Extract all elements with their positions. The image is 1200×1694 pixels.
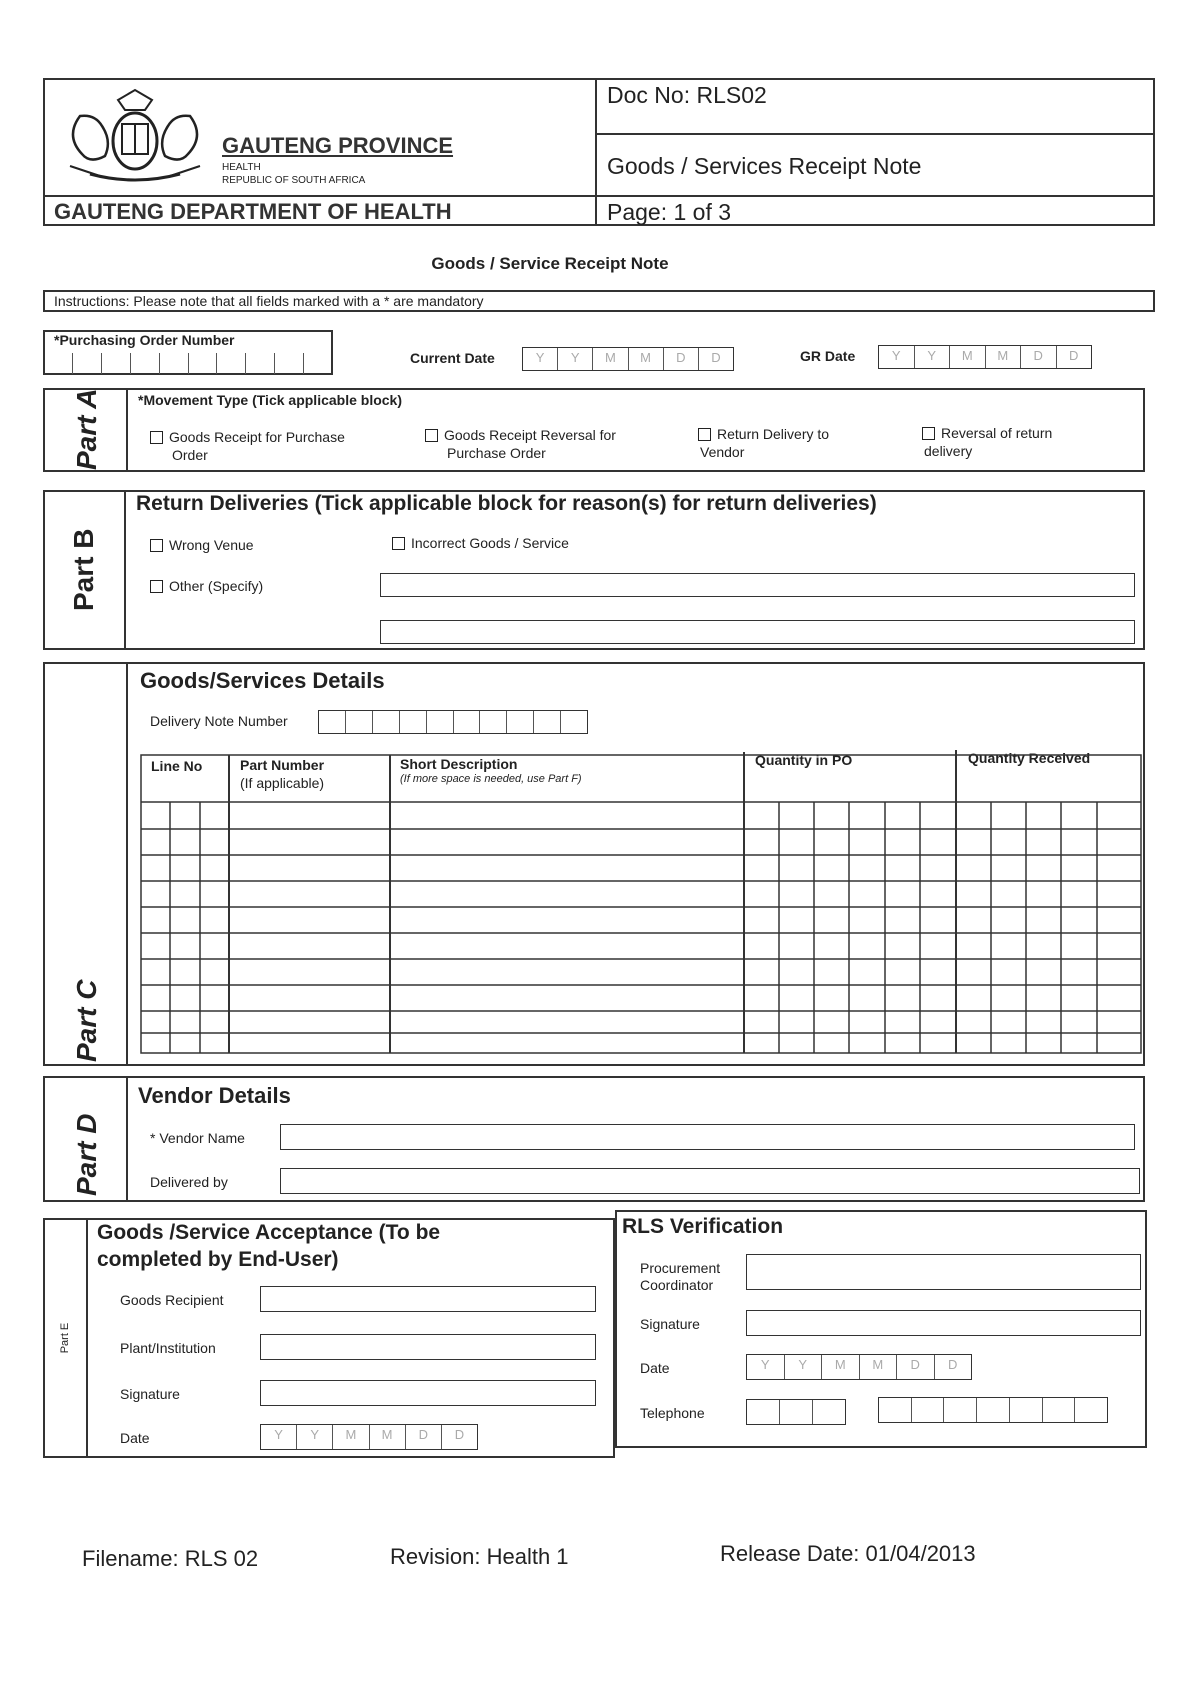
rls-date-label: Date [640,1360,670,1376]
procurement-coordinator-field[interactable] [746,1254,1141,1290]
option-goods-receipt-reversal[interactable]: Goods Receipt Reversal for Purchase Order [425,426,616,462]
footer-release-date: Release Date: 01/04/2013 [720,1541,976,1566]
part-c-title: Goods/Services Details [140,668,385,693]
vendor-name-field[interactable] [280,1124,1135,1150]
province-sub1: HEALTH [222,162,261,173]
doc-number: Doc No: RLS02 [607,82,767,108]
col-part-number-sub: (If applicable) [240,775,325,791]
part-c-label: Part C [71,979,102,1062]
delivery-note-label: Delivery Note Number [150,713,288,729]
part-b-title: Return Deliveries (Tick applicable block for reason(s) for return deliveries) [136,492,877,515]
option-reversal-return[interactable]: Reversal of return delivery [924,425,1053,459]
part-a-label: Part A [71,388,102,470]
current-date-label: Current Date [410,350,495,366]
col-quantity-po: Quantity in PO [755,752,853,768]
gr-date-cells[interactable]: Y Y M M D D [878,345,1092,369]
footer-revision: Revision: Health 1 [390,1544,569,1569]
po-label: *Purchasing Order Number [54,332,235,348]
goods-recipient-field[interactable] [260,1286,596,1312]
date-cells[interactable]: Y Y M M D D [260,1424,478,1450]
doc-title: Goods / Services Receipt Note [607,153,922,179]
part-e-divider [86,1218,88,1458]
province-sub2: REPUBLIC OF SOUTH AFRICA [222,175,366,186]
province-name: GAUTENG PROVINCE [222,133,454,158]
rls-signature-label: Signature [640,1316,700,1332]
part-e-title-line1: Goods /Service Acceptance (To be [97,1221,441,1244]
reason-wrong-venue[interactable]: Wrong Venue [150,537,254,553]
rls-title: RLS Verification [622,1215,784,1238]
date-label: Date [120,1430,150,1446]
department-name: GAUTENG DEPARTMENT OF HEALTH [54,199,452,224]
part-d-divider [126,1076,128,1202]
rls-date-cells[interactable]: Y Y M M D D [746,1354,972,1380]
page-number: Page: 1 of 3 [607,199,732,225]
telephone-number-cells[interactable] [878,1397,1108,1423]
part-a-title: *Movement Type (Tick applicable block) [138,392,402,408]
delivered-by-field[interactable] [280,1168,1140,1194]
col-short-description-sub: (If more space is needed, use Part F) [400,773,582,785]
signature-field[interactable] [260,1380,596,1406]
part-d-label: Part D [71,1113,102,1196]
plant-institution-label: Plant/Institution [120,1340,216,1356]
signature-label: Signature [120,1386,180,1402]
col-short-description: Short Description [400,756,518,772]
delivered-by-label: Delivered by [150,1174,228,1190]
option-goods-receipt-po[interactable]: Goods Receipt for Purchase Order [150,428,345,464]
footer-filename: Filename: RLS 02 [82,1546,259,1571]
part-e-title-line2: completed by End-User) [97,1248,339,1271]
goods-recipient-label: Goods Recipient [120,1292,224,1308]
instructions-text: Instructions: Please note that all fields marked with a * are mandatory [54,293,484,309]
col-quantity-received: Quantity Received [968,750,1091,766]
procurement-label-2: Coordinator [640,1277,714,1293]
col-part-number: Part Number [240,757,325,773]
telephone-code-cells[interactable] [746,1399,846,1425]
part-e-label: Part E [59,1322,71,1354]
telephone-label: Telephone [640,1405,705,1421]
part-d-title: Vendor Details [138,1083,291,1108]
procurement-label-1: Procurement [640,1260,721,1276]
current-date-cells[interactable]: Y Y M M D D [522,347,734,371]
col-line-no: Line No [151,758,203,774]
option-return-delivery[interactable]: Return Delivery to Vendor [700,426,830,460]
rls-signature-field[interactable] [746,1310,1141,1336]
reason-other[interactable]: Other (Specify) [150,578,263,594]
reason-incorrect-goods[interactable]: Incorrect Goods / Service [392,535,569,551]
gr-date-label: GR Date [800,348,856,364]
form-title: Goods / Service Receipt Note [431,254,669,273]
vendor-name-label: * Vendor Name [150,1130,245,1146]
part-b-label: Part B [68,528,99,611]
plant-institution-field[interactable] [260,1334,596,1360]
